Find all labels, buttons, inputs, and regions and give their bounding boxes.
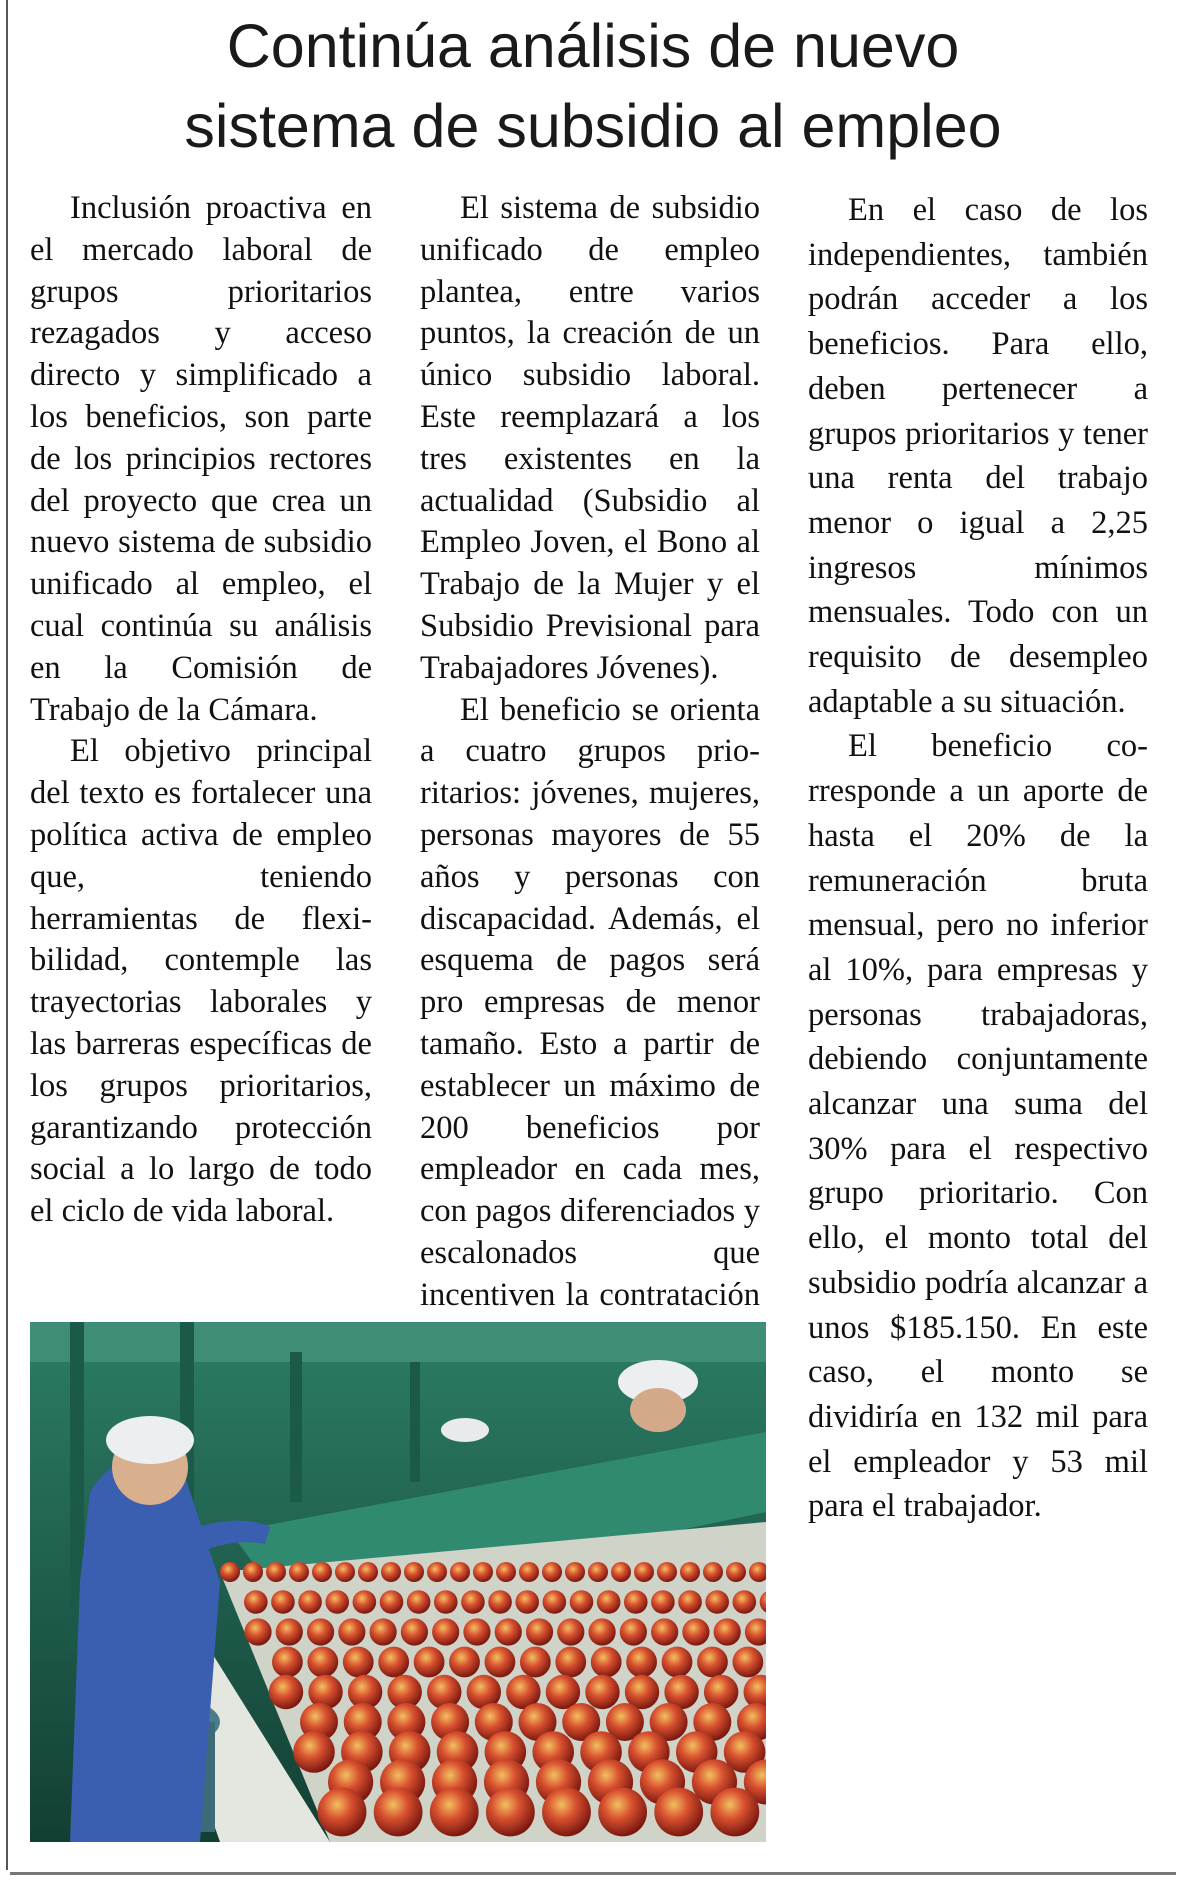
- peach-fruit: [276, 1618, 303, 1645]
- paragraph-independents: En el caso de los independientes, también podrán acceder a los beneficios. Para ello, deben pertenecer a grupos prioritarios y tener una renta del trabajo menor o igual a 2,25 ingresos mínimos mensuales. Todo con un requisito de desempleo adaptable a su situación.: [808, 192, 1148, 720]
- peach-fruit: [488, 1590, 512, 1614]
- peach-fruit: [680, 1562, 700, 1582]
- peach-fruit: [726, 1562, 746, 1582]
- peach-fruit: [611, 1562, 631, 1582]
- peach-fruit: [651, 1618, 678, 1645]
- headline-line-1: Continúa análisis de nuevo: [226, 12, 960, 80]
- peach-fruit: [430, 1788, 479, 1837]
- peach-fruit: [312, 1562, 332, 1582]
- paragraph-priority-groups: El beneficio se orienta a cuatro grupos prioritarios: jóvenes, mujeres, personas mayores de 55 años y personas con discapacidad. Además, el esquema de pagos será pro empresas de menor tamaño. Esto a partir de establecer un máximo de 200 beneficios por empleador en cada mes, con pagos diferenciados y escalonados que incentiven la contratación: [420, 691, 760, 1313]
- article-headline: [20, 6, 1166, 166]
- article-column-1: [30, 188, 372, 1233]
- peach-fruit: [662, 1647, 693, 1678]
- peach-fruit: [585, 1675, 619, 1709]
- peach-fruit: [269, 1675, 303, 1709]
- peach-fruit: [591, 1647, 622, 1678]
- peach-fruit: [485, 1647, 516, 1678]
- peach-fruit: [272, 1647, 303, 1678]
- peach-fruit: [626, 1647, 657, 1678]
- peach-fruit: [519, 1562, 539, 1582]
- peach-fruit: [542, 1562, 562, 1582]
- peach-fruit: [266, 1562, 286, 1582]
- peach-fruit: [338, 1618, 365, 1645]
- peach-fruit: [634, 1562, 654, 1582]
- peach-fruit: [598, 1788, 647, 1837]
- peach-fruit: [414, 1647, 445, 1678]
- peach-fruit: [651, 1590, 675, 1614]
- peach-fruit: [714, 1618, 741, 1645]
- peach-fruit: [449, 1647, 480, 1678]
- peach-fruit: [682, 1618, 709, 1645]
- peach-fruit: [496, 1562, 516, 1582]
- peach-fruit: [654, 1788, 703, 1837]
- peach-fruit: [404, 1562, 424, 1582]
- peach-fruit: [244, 1618, 271, 1645]
- fruit-packing-line-photo-icon: [30, 1322, 766, 1842]
- peach-fruit: [588, 1562, 608, 1582]
- peach-fruit: [486, 1788, 535, 1837]
- peach-fruit: [244, 1590, 268, 1614]
- peach-fruit: [427, 1562, 447, 1582]
- peach-fruit: [495, 1618, 522, 1645]
- peach-fruit: [624, 1590, 648, 1614]
- peach-fruit: [565, 1562, 585, 1582]
- peach-fruit: [407, 1590, 431, 1614]
- peach-fruit: [378, 1647, 409, 1678]
- peach-fruit: [434, 1590, 458, 1614]
- peach-fruit: [543, 1590, 567, 1614]
- peach-fruit: [732, 1647, 763, 1678]
- peach-fruit: [335, 1562, 355, 1582]
- headline-line-2: sistema de subsidio al empleo: [184, 92, 1002, 160]
- peach-fruit: [705, 1590, 729, 1614]
- peach-fruit: [450, 1562, 470, 1582]
- article-column-2: [420, 188, 760, 1358]
- peach-fruit: [220, 1562, 240, 1582]
- peach-fruit: [620, 1618, 647, 1645]
- peach-fruit: [461, 1590, 485, 1614]
- paragraph-benefit-amount: El beneficio corresponde a un aporte de hasta el 20% de la remuneración bruta mensual, pero no inferior al 10%, para empresas y personas trabajadoras, debiendo conjuntamente alcanzar una suma del 30% para el respectivo grupo prioritario. Con ello, el monto total del subsidio podría alcanzar a unos $185.150. En este caso, el monto se dividiría en 132 mil para el empleador y 53 mil para el trabajador.: [808, 728, 1148, 1525]
- peach-fruit: [597, 1590, 621, 1614]
- peach-fruit: [374, 1788, 423, 1837]
- peach-fruit: [526, 1618, 553, 1645]
- peach-fruit: [307, 1618, 334, 1645]
- peach-fruit: [555, 1647, 586, 1678]
- peach-fruit: [401, 1618, 428, 1645]
- peach-fruit: [380, 1590, 404, 1614]
- peach-fruit: [432, 1618, 459, 1645]
- peach-fruit: [557, 1618, 584, 1645]
- peach-fruit: [520, 1647, 551, 1678]
- left-column-rule: [6, 0, 8, 1870]
- peach-fruit: [657, 1562, 677, 1582]
- peach-fruit: [271, 1590, 295, 1614]
- peach-fruit: [289, 1562, 309, 1582]
- peach-fruit: [710, 1788, 759, 1837]
- peach-fruit: [343, 1647, 374, 1678]
- peach-fruit: [298, 1590, 322, 1614]
- peach-fruit: [243, 1562, 263, 1582]
- peach-fruit: [733, 1590, 757, 1614]
- peach-fruit: [678, 1590, 702, 1614]
- peach-fruit: [546, 1675, 580, 1709]
- peach-fruit: [307, 1647, 338, 1678]
- peach-fruit: [542, 1788, 591, 1837]
- peach-fruit: [293, 1731, 335, 1773]
- bottom-rule: [10, 1872, 1176, 1875]
- peach-fruit: [381, 1562, 401, 1582]
- peach-fruit: [588, 1618, 615, 1645]
- peach-fruit: [358, 1562, 378, 1582]
- peach-fruit: [318, 1788, 367, 1837]
- peach-fruit: [325, 1590, 349, 1614]
- peach-fruit: [473, 1562, 493, 1582]
- peach-fruit: [703, 1562, 723, 1582]
- peach-fruit: [353, 1590, 377, 1614]
- paragraph-objective: El objetivo principal del texto es fortalecer una política activa de empleo que, teniendo herramientas de flexibilidad, contemple las trayectorias laborales y las barreras específicas de los grupos prioritarios, garantizando protección social a lo largo de todo el ciclo de vida laboral.: [30, 733, 372, 1230]
- paragraph-unified-subsidy: El sistema de subsidio unificado de empleo plantea, entre varios puntos, la creación de un único subsidio laboral. Este reemplazará a los tres existentes en la actualidad (Subsidio al Empleo Joven, el Bono al Trabajo de la Mujer y el Subsidio Previsional para Trabajadores Jóvenes).: [420, 190, 760, 686]
- article-column-3: [808, 188, 1148, 1529]
- peach-fruit: [463, 1618, 490, 1645]
- peach-fruit: [570, 1590, 594, 1614]
- peach-fruit: [697, 1647, 728, 1678]
- peach-fruit: [370, 1618, 397, 1645]
- peach-fruit: [515, 1590, 539, 1614]
- paragraph-intro: Inclusión proactiva en el mercado laboral de grupos prioritarios rezagados y acceso directo y simplificado a los beneficios, son parte de los principios rectores del proyecto que crea un nuevo sistema de subsidio unificado al empleo, el cual continúa su análisis en la Comisión de Trabajo de la Cámara.: [30, 190, 372, 728]
- fruit-packing-photo: [30, 1322, 766, 1842]
